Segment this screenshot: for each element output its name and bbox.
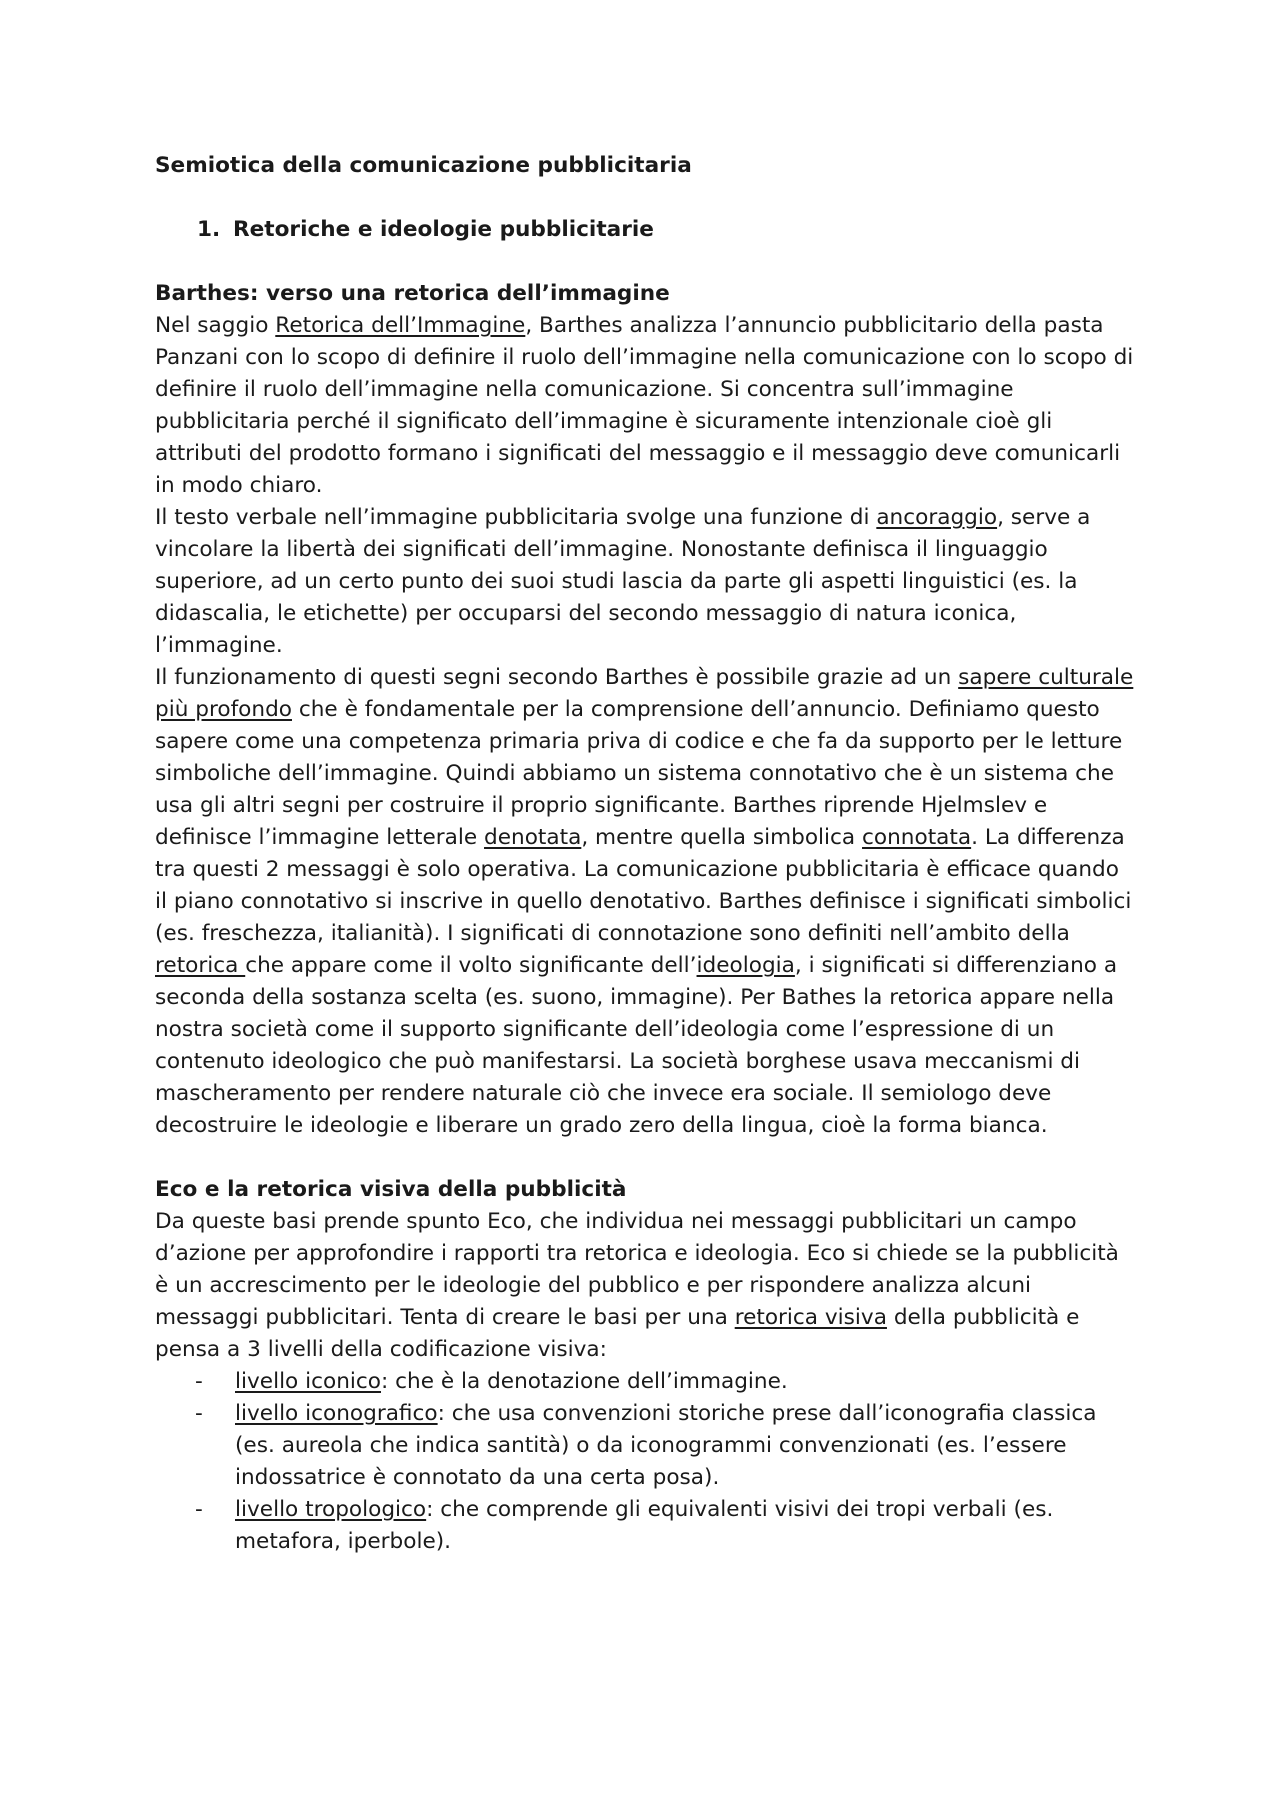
text-run: , i significati si differenziano a seconda della sostanza scelta (es. suono, immagine). Per Bathes la retorica appare nella nostra società come il supporto significante dell’ideologia come l’espressione di un contenuto ideologico che può manifestarsi. La società borghese usava meccanismi di mascheramento per rendere naturale ciò che invece era sociale. Il semiologo deve decostruire le ideologie e liberare un grado zero della lingua, cioè la forma bianca. [155, 953, 1118, 1138]
section-heading-1 [155, 214, 1135, 246]
list-item [155, 1494, 1135, 1558]
underlined-term: ideologia [696, 953, 795, 978]
text-run: : che usa convenzioni storiche prese dall’iconografia classica (es. aureola che indica santità) o da iconogrammi convenzionati (es. l’essere indossatrice è connotato da una certa posa). [235, 1401, 1097, 1490]
text-run: Il funzionamento di questi segni secondo Barthes è possibile grazie ad un [155, 665, 959, 690]
underlined-term: Retorica dell’Immagine [275, 313, 526, 338]
underlined-term: denotata [484, 825, 582, 850]
list-item-text [235, 1366, 1135, 1398]
eco-paragraph-1 [155, 1206, 1135, 1366]
text-run: Da queste basi prende spunto Eco, che individua nei messaggi pubblicitari un campo d’azione per approfondire i rapporti tra retorica e ideologia. Eco si chiede se la pubblicità è un accrescimento per le ideologie del pubblico e per rispondere analizza alcuni messaggi pubblicitari. Tenta di creare le basi per una [155, 1209, 1119, 1330]
underlined-term: retorica [155, 953, 246, 978]
barthes-paragraph-1 [155, 310, 1135, 502]
barthes-paragraph-2 [155, 502, 1135, 662]
text-run: : che è la denotazione dell’immagine. [381, 1369, 788, 1394]
barthes-paragraph-3 [155, 662, 1135, 1142]
text-run: che è fondamentale per la comprensione dell’annuncio. Definiamo questo sapere come una competenza primaria priva di codice e che fa da supporto per le letture simboliche dell’immagine. Quindi abbiamo un sistema connotativo che è un sistema che usa gli altri segni per costruire il proprio significante. Barthes riprende Hjelmslev e definisce l’immagine letterale [155, 697, 1123, 850]
list-item-text [235, 1398, 1135, 1494]
text-run: Nel saggio [155, 313, 276, 338]
section-number: 1. [197, 217, 221, 242]
underlined-term: connotata [862, 825, 972, 850]
list-item [155, 1398, 1135, 1494]
list-dash: - [195, 1497, 203, 1522]
eco-heading: Eco e la retorica visiva della pubblicità [155, 1177, 627, 1202]
text-run: . La differenza tra questi 2 messaggi è solo operativa. La comunicazione pubblicitaria è efficace quando il piano connotativo si inscrive in quello denotativo. Barthes definisce i significati simbolici (es. freschezza, italianità). I significati di connotazione sono definiti nell’ambito della [155, 825, 1132, 946]
underlined-term: livello tropologico [235, 1497, 427, 1522]
underlined-term: ancoraggio [876, 505, 998, 530]
text-run: Il testo verbale nell’immagine pubblicitaria svolge una funzione di [155, 505, 877, 530]
list-item [155, 1366, 1135, 1398]
underlined-term: sapere culturale più profondo [155, 665, 1134, 722]
text-run: , serve a vincolare la libertà dei significati dell’immagine. Nonostante definisca il linguaggio superiore, ad un certo punto dei suoi studi lascia da parte gli aspetti linguistici (es. la didascalia, le etichette) per occuparsi del secondo messaggio di natura iconica, l’immagine. [155, 505, 1091, 658]
document-title: Semiotica della comunicazione pubblicitaria [155, 153, 692, 178]
text-run: , Barthes analizza l’annuncio pubblicitario della pasta Panzani con lo scopo di definire il ruolo dell’immagine nella comunicazione con lo scopo di definire il ruolo dell’immagine nella comunicazione. Si concentra sull’immagine pubblicitaria perché il significato dell’immagine è sicuramente intenzionale cioè gli attributi del prodotto formano i significati del messaggio e il messaggio deve comunicarli in modo chiaro. [155, 313, 1134, 498]
text-run: che appare come il volto significante dell’ [245, 953, 697, 978]
barthes-heading: Barthes: verso una retorica dell’immagine [155, 281, 670, 306]
text-run: della pubblicità e pensa a 3 livelli della codificazione visiva: [155, 1305, 1080, 1362]
document-body [155, 150, 1135, 1558]
list-dash: - [195, 1369, 203, 1394]
underlined-term: livello iconico [235, 1369, 381, 1394]
coding-levels-list [155, 1366, 1135, 1558]
text-run: , mentre quella simbolica [581, 825, 863, 850]
list-dash: - [195, 1401, 203, 1426]
underlined-term: retorica visiva [734, 1305, 887, 1330]
text-run: : che comprende gli equivalenti visivi dei tropi verbali (es. metafora, iperbole). [235, 1497, 1054, 1554]
section-label: Retoriche e ideologie pubblicitarie [233, 217, 654, 242]
underlined-term: livello iconografico [235, 1401, 438, 1426]
list-item-text [235, 1494, 1135, 1558]
